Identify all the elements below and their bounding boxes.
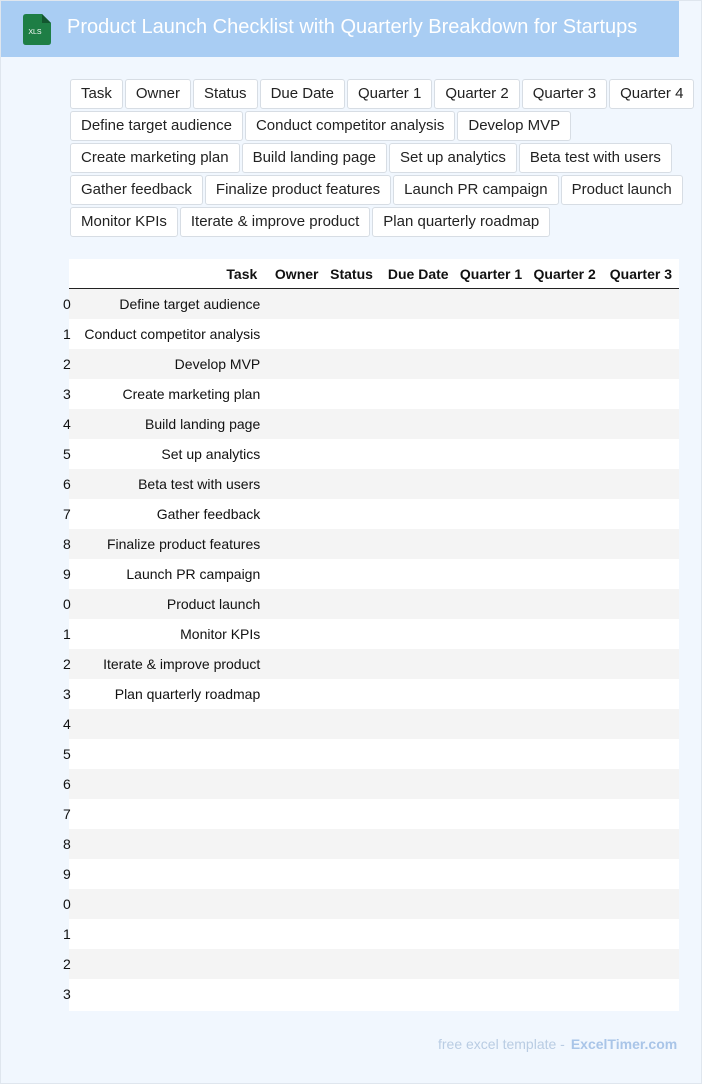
task-cell[interactable]: Product launch [166,596,261,612]
empty-cell[interactable] [529,679,603,709]
row-index: 8 [63,836,71,852]
empty-cell[interactable] [380,529,456,559]
empty-cell[interactable] [529,529,603,559]
column-header[interactable]: Quarter 3 [603,259,679,289]
empty-cell[interactable] [266,289,325,320]
empty-cell[interactable] [380,769,456,799]
empty-cell[interactable] [456,709,530,739]
data-table-viewport[interactable] [63,259,679,1011]
table-row[interactable] [69,529,679,559]
empty-cell[interactable] [266,379,325,409]
empty-cell[interactable] [603,589,679,619]
chip-row [70,79,690,111]
empty-cell[interactable] [603,859,679,889]
row-index: 1 [63,326,71,342]
empty-cell[interactable] [529,859,603,889]
empty-cell[interactable] [529,439,603,469]
empty-cell[interactable] [456,439,530,469]
empty-cell[interactable] [603,769,679,799]
empty-cell[interactable] [380,889,456,919]
column-chip[interactable]: Quarter 1 [347,79,432,109]
empty-cell[interactable] [456,469,530,499]
empty-cell[interactable] [326,889,380,919]
task-cell[interactable]: Iterate & improve product [103,656,261,672]
empty-cell[interactable] [266,499,325,529]
footer-brand-link[interactable]: ExcelTimer.com [570,1036,678,1052]
task-cell[interactable] [84,739,266,769]
row-index: 6 [63,476,71,492]
empty-cell[interactable] [456,559,530,589]
column-chip[interactable]: Launch PR campaign [393,175,558,205]
table-row[interactable] [69,769,679,799]
empty-cell[interactable] [529,919,603,949]
empty-cell[interactable] [603,619,679,649]
index-header [69,259,84,289]
empty-cell[interactable] [326,949,380,979]
table-row[interactable] [69,349,679,379]
task-cell[interactable]: Beta test with users [138,476,261,492]
empty-cell[interactable] [380,469,456,499]
empty-cell[interactable] [456,619,530,649]
empty-cell[interactable] [380,709,456,739]
empty-cell[interactable] [326,769,380,799]
row-index: 6 [63,776,71,792]
table-row[interactable] [69,679,679,709]
empty-cell[interactable] [603,679,679,709]
task-cell[interactable] [84,859,266,889]
table-row[interactable] [69,649,679,679]
empty-cell[interactable] [326,859,380,889]
row-index: 1 [63,926,71,942]
row-index: 0 [63,296,71,312]
empty-cell[interactable] [456,799,530,829]
empty-cell[interactable] [266,319,325,349]
task-cell[interactable]: Finalize product features [106,536,261,552]
empty-cell[interactable] [603,649,679,679]
task-cell[interactable] [84,919,266,949]
column-chip[interactable]: Plan quarterly roadmap [372,207,550,237]
empty-cell[interactable] [603,889,679,919]
table-row[interactable] [69,289,679,320]
footer-credit [438,1036,677,1052]
empty-cell[interactable] [266,589,325,619]
table-row[interactable] [69,409,679,439]
empty-cell[interactable] [456,949,530,979]
empty-cell[interactable] [456,589,530,619]
svg-text:XLS: XLS [28,29,42,36]
empty-cell[interactable] [529,559,603,589]
table-row[interactable] [69,589,679,619]
empty-cell[interactable] [266,859,325,889]
column-chip[interactable]: Develop MVP [457,111,571,141]
empty-cell[interactable] [456,919,530,949]
empty-cell[interactable] [529,799,603,829]
empty-cell[interactable] [603,409,679,439]
empty-cell[interactable] [266,349,325,379]
empty-cell[interactable] [266,409,325,439]
empty-cell[interactable] [380,589,456,619]
row-index: 0 [63,596,71,612]
empty-cell[interactable] [266,979,325,1009]
empty-cell[interactable] [266,889,325,919]
empty-cell[interactable] [529,949,603,979]
table-row[interactable] [69,799,679,829]
empty-cell[interactable] [380,619,456,649]
table-row[interactable] [69,919,679,949]
empty-cell[interactable] [266,739,325,769]
empty-cell[interactable] [529,499,603,529]
empty-cell[interactable] [266,799,325,829]
empty-cell[interactable] [266,829,325,859]
column-header[interactable]: Status [326,259,380,289]
task-cell[interactable] [84,829,266,859]
table-row[interactable] [69,469,679,499]
empty-cell[interactable] [326,319,380,349]
empty-cell[interactable] [266,679,325,709]
empty-cell[interactable] [456,499,530,529]
empty-cell[interactable] [603,439,679,469]
row-index: 0 [63,896,71,912]
column-chip[interactable]: Beta test with users [519,143,672,173]
empty-cell[interactable] [456,979,530,1009]
empty-cell[interactable] [326,409,380,439]
task-cell[interactable]: Launch PR campaign [126,566,261,582]
empty-cell[interactable] [380,739,456,769]
empty-cell[interactable] [603,709,679,739]
empty-cell[interactable] [266,619,325,649]
empty-cell[interactable] [380,499,456,529]
empty-cell[interactable] [380,379,456,409]
empty-cell[interactable] [380,919,456,949]
empty-cell[interactable] [529,979,603,1009]
empty-cell[interactable] [603,529,679,559]
empty-cell[interactable] [326,589,380,619]
empty-cell[interactable] [326,919,380,949]
row-index: 7 [63,806,71,822]
row-index: 2 [63,956,71,972]
chip-row [70,111,690,143]
xls-file-icon [23,14,51,45]
row-index: 8 [63,536,71,552]
table-row[interactable] [69,319,679,349]
empty-cell[interactable] [266,769,325,799]
row-index: 3 [63,386,71,402]
empty-cell[interactable] [380,649,456,679]
column-chip[interactable]: Quarter 4 [609,79,694,109]
column-chip[interactable]: Product launch [561,175,683,205]
empty-cell[interactable] [456,289,530,320]
empty-cell[interactable] [380,829,456,859]
empty-cell[interactable] [326,709,380,739]
empty-cell[interactable] [603,979,679,1009]
column-chip[interactable]: Conduct competitor analysis [245,111,455,141]
empty-cell[interactable] [529,709,603,739]
table-row[interactable] [69,829,679,859]
empty-cell[interactable] [603,289,679,320]
task-cell[interactable]: Monitor KPIs [180,626,261,642]
column-chip[interactable]: Build landing page [242,143,387,173]
empty-cell[interactable] [603,559,679,589]
empty-cell[interactable] [456,739,530,769]
row-index: 5 [63,746,71,762]
empty-cell[interactable] [529,769,603,799]
row-index: 5 [63,446,71,462]
empty-cell[interactable] [529,319,603,349]
empty-cell[interactable] [380,439,456,469]
empty-cell[interactable] [266,949,325,979]
task-cell[interactable] [84,799,266,829]
empty-cell[interactable] [603,799,679,829]
empty-cell[interactable] [380,979,456,1009]
table-row[interactable] [69,559,679,589]
empty-cell[interactable] [326,499,380,529]
empty-cell[interactable] [529,889,603,919]
empty-cell[interactable] [529,349,603,379]
task-cell[interactable] [84,769,266,799]
table-row[interactable] [69,889,679,919]
task-cell[interactable]: Define target audience [119,296,261,312]
chip-row [70,207,690,239]
empty-cell[interactable] [529,469,603,499]
column-chip[interactable]: Monitor KPIs [70,207,178,237]
empty-cell[interactable] [603,829,679,859]
empty-cell[interactable] [326,799,380,829]
empty-cell[interactable] [266,559,325,589]
empty-cell[interactable] [456,679,530,709]
column-chip[interactable]: Quarter 2 [434,79,519,109]
table-row[interactable] [69,709,679,739]
column-chip[interactable]: Gather feedback [70,175,203,205]
empty-cell[interactable] [326,379,380,409]
empty-cell[interactable] [326,979,380,1009]
task-cell[interactable]: Plan quarterly roadmap [114,686,261,702]
empty-cell[interactable] [266,469,325,499]
row-index: 7 [63,506,71,522]
empty-cell[interactable] [326,559,380,589]
table-row[interactable] [69,499,679,529]
empty-cell[interactable] [603,349,679,379]
task-cell[interactable] [84,889,266,919]
column-chip-list [70,79,690,239]
row-index: 1 [63,626,71,642]
empty-cell[interactable] [266,649,325,679]
column-chip[interactable]: Finalize product features [205,175,391,205]
table-row[interactable] [69,979,679,1009]
column-header[interactable]: Quarter 1 [456,259,530,289]
row-index: 9 [63,566,71,582]
empty-cell[interactable] [603,919,679,949]
chip-row [70,175,690,207]
empty-cell[interactable] [326,469,380,499]
empty-cell[interactable] [456,859,530,889]
empty-cell[interactable] [456,529,530,559]
empty-cell[interactable] [326,679,380,709]
column-chip[interactable]: Define target audience [70,111,243,141]
empty-cell[interactable] [380,799,456,829]
table-row[interactable] [69,439,679,469]
empty-cell[interactable] [380,289,456,320]
empty-cell[interactable] [603,499,679,529]
empty-cell[interactable] [326,739,380,769]
column-chip[interactable]: Owner [125,79,191,109]
column-chip[interactable]: Status [193,79,258,109]
column-chip[interactable]: Task [70,79,123,109]
empty-cell[interactable] [326,649,380,679]
table-header-row [69,259,679,289]
chip-row [70,143,690,175]
empty-cell[interactable] [529,409,603,439]
empty-cell[interactable] [529,829,603,859]
empty-cell[interactable] [529,649,603,679]
empty-cell[interactable] [456,379,530,409]
empty-cell[interactable] [529,379,603,409]
empty-cell[interactable] [380,859,456,889]
column-chip[interactable]: Set up analytics [389,143,517,173]
empty-cell[interactable] [603,739,679,769]
empty-cell[interactable] [380,949,456,979]
empty-cell[interactable] [380,559,456,589]
table-row[interactable] [69,739,679,769]
empty-cell[interactable] [266,529,325,559]
empty-cell[interactable] [380,409,456,439]
empty-cell[interactable] [326,529,380,559]
column-chip[interactable]: Quarter 3 [522,79,607,109]
column-header[interactable]: Due Date [380,259,456,289]
empty-cell[interactable] [266,439,325,469]
task-cell[interactable]: Build landing page [145,416,261,432]
empty-cell[interactable] [456,889,530,919]
empty-cell[interactable] [603,319,679,349]
task-cell[interactable]: Develop MVP [174,356,261,372]
empty-cell[interactable] [603,379,679,409]
column-chip[interactable]: Iterate & improve product [180,207,370,237]
empty-cell[interactable] [326,439,380,469]
row-index: 9 [63,866,71,882]
empty-cell[interactable] [456,649,530,679]
empty-cell[interactable] [326,829,380,859]
data-table [63,259,679,1009]
empty-cell[interactable] [380,679,456,709]
task-cell[interactable]: Set up analytics [161,446,261,462]
empty-cell[interactable] [326,619,380,649]
empty-cell[interactable] [326,289,380,320]
row-index: 3 [63,986,71,1002]
empty-cell[interactable] [456,769,530,799]
table-row[interactable] [69,859,679,889]
row-index: 4 [63,416,71,432]
task-cell[interactable]: Conduct competitor analysis [84,326,261,342]
row-index: 2 [63,356,71,372]
empty-cell[interactable] [603,949,679,979]
empty-cell[interactable] [529,619,603,649]
table-row[interactable] [69,619,679,649]
column-chip[interactable]: Due Date [260,79,345,109]
footer-text: free excel template - [438,1036,565,1052]
column-header[interactable]: Quarter 2 [529,259,603,289]
task-cell[interactable]: Create marketing plan [122,386,261,402]
row-index: 4 [63,716,71,732]
empty-cell[interactable] [266,919,325,949]
empty-cell[interactable] [456,409,530,439]
empty-cell[interactable] [380,349,456,379]
column-chip[interactable]: Create marketing plan [70,143,240,173]
empty-cell[interactable] [529,739,603,769]
table-row[interactable] [69,949,679,979]
empty-cell[interactable] [603,469,679,499]
header-bar [1,1,679,57]
task-cell[interactable] [84,979,266,1009]
empty-cell[interactable] [456,319,530,349]
empty-cell[interactable] [529,289,603,320]
task-cell[interactable] [84,709,266,739]
empty-cell[interactable] [266,709,325,739]
row-index: 3 [63,686,71,702]
empty-cell[interactable] [456,829,530,859]
empty-cell[interactable] [326,349,380,379]
column-header[interactable]: Owner [266,259,325,289]
empty-cell[interactable] [456,349,530,379]
column-header[interactable]: Task [84,259,266,289]
row-index: 2 [63,656,71,672]
page-title: Product Launch Checklist with Quarterly Breakdown for Startups [67,16,638,38]
task-cell[interactable] [84,949,266,979]
table-row[interactable] [69,379,679,409]
empty-cell[interactable] [380,319,456,349]
empty-cell[interactable] [529,589,603,619]
table-body [63,289,679,1010]
task-cell[interactable]: Gather feedback [156,506,261,522]
